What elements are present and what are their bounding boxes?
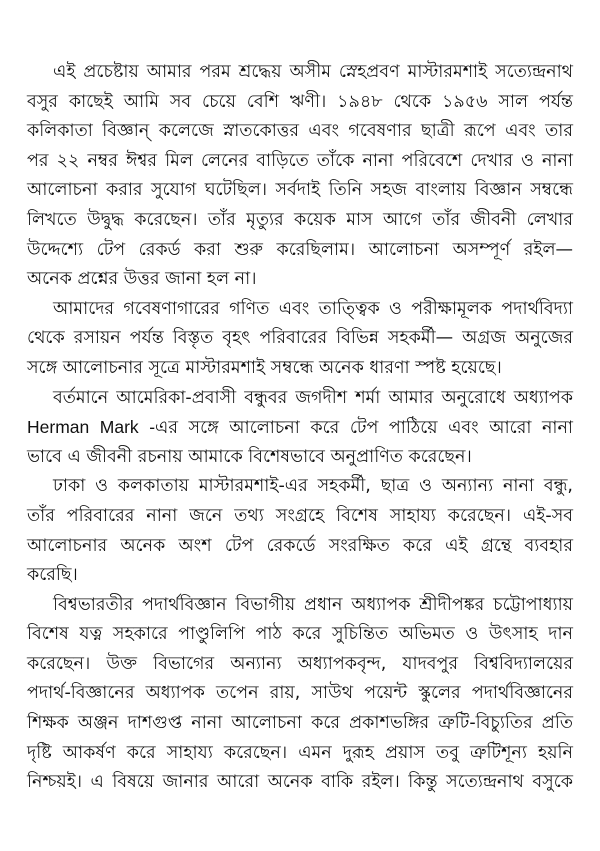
text-line: উদ্দেশ্যে টেপ রেকর্ড করা শুরু করেছিলাম। আলোচনা অসম্পূর্ণ রইল— — [27, 239, 573, 260]
text-line: আলোচনা করার সুযোগ ঘটেছিল। সর্বদাই তিনি সহজ বাংলায় বিজ্ঞান সম্বন্ধে — [27, 180, 573, 201]
text-line: করেছেন। উক্ত বিভাগের অন্যান্য অধ্যাপকবৃন্দ, যাদবপুর বিশ্ববিদ্যালয়ের — [27, 653, 573, 674]
text-line: করেছি। — [27, 565, 78, 586]
text-line: বিশেষ যত্ন সহকারে পাণ্ডুলিপি পাঠ করে সুচিন্তিত অভিমত ও উৎসাহ দান — [27, 624, 573, 645]
text-line: ভাবে এ জীবনী রচনায় আমাকে বিশেষভাবে অনুপ্রাণিত করেছেন। — [27, 446, 472, 467]
text-line: লিখতে উদ্বুদ্ধ করেছেন। তাঁর মৃত্যুর কয়েক মাস আগে তাঁর জীবনী লেখার — [27, 209, 573, 230]
text-line: সঙ্গে আলোচনার সূত্রে মাস্টারমশাই সম্বন্ধে অনেক ধারণা স্পষ্ট হয়েছে। — [27, 357, 502, 378]
text-line: বর্তমানে আমেরিকা-প্রবাসী বন্ধুবর জগদীশ শর্মা আমার অনুরোধে অধ্যাপক — [53, 387, 573, 408]
text-line: থেকে রসায়ন পর্যন্ত বিস্তৃত বৃহৎ পরিবারের বিভিন্ন সহকর্মী— অগ্রজ অনুজের — [27, 328, 573, 349]
text-line: Herman Mark -এর সঙ্গে আলোচনা করে টেপ পাঠিয়ে এবং আরো নানা — [27, 417, 573, 438]
text-line: দৃষ্টি আকর্ষণ করে সাহায্য করেছেন। এমন দুরূহ প্রয়াস তবু ত্রুটিশূন্য হয়নি — [27, 742, 573, 763]
text-line: ঢাকা ও কলকাতায় মাস্টারমশাই-এর সহকর্মী, ছাত্র ও অন্যান্য নানা বন্ধু, — [53, 476, 573, 497]
text-line: পর ২২ নম্বর ঈশ্বর মিল লেনের বাড়িতে তাঁকে নানা পরিবেশে দেখার ও নানা — [27, 150, 573, 171]
text-line: বিশ্বভারতীর পদার্থবিজ্ঞান বিভাগীয় প্রধান অধ্যাপক শ্রীদীপঙ্কর চট্টোপাধ্যায় — [53, 594, 573, 615]
text-line: অনেক প্রশ্নের উত্তর জানা হল না। — [27, 269, 257, 290]
text-line: পদার্থ-বিজ্ঞানের অধ্যাপক তপেন রায়, সাউথ পয়েন্ট স্কুলের পদার্থবিজ্ঞানের — [27, 683, 573, 704]
text-line: তাঁর পরিবারের নানা জনে তথ্য সংগ্রহে বিশেষ সাহায্য করেছেন। এই-সব — [27, 505, 573, 526]
paragraph — [27, 58, 573, 295]
text-line: নিশ্চয়ই। এ বিষয়ে জানার আরো অনেক বাকি রইল। কিন্তু সত্যেন্দ্রনাথ বসুকে — [27, 772, 573, 793]
document-page — [27, 58, 573, 798]
paragraph — [27, 591, 573, 798]
text-line: বসুর কাছেই আমি সব চেয়ে বেশি ঋণী। ১৯৪৮ থেকে ১৯৫৬ সাল পর্যন্ত — [27, 91, 573, 112]
text-line: কলিকাতা বিজ্ঞান্ কলেজে স্নাতকোত্তর এবং গবেষণার ছাত্রী রূপে এবং তার — [27, 121, 573, 142]
paragraph — [27, 384, 573, 473]
text-line: শিক্ষক অঞ্জন দাশগুপ্ত নানা আলোচনা করে প্রকাশভঙ্গির ত্রুটি-বিচ্যুতির প্রতি — [27, 713, 573, 734]
paragraph — [27, 295, 573, 384]
text-line: আমাদের গবেষণাগারের গণিত এবং তাত্ত্বিক ও পরীক্ষামূলক পদার্থবিদ্যা — [53, 298, 573, 319]
text-line: এই প্রচেষ্টায় আমার পরম শ্রদ্ধেয় অসীম স্নেহপ্রবণ মাস্টারমশাই সত্যেন্দ্রনাথ — [53, 62, 573, 82]
text-line: আলোচনার অনেক অংশ টেপ রেকর্ডে সংরক্ষিত করে এই গ্রন্থে ব্যবহার — [27, 535, 573, 556]
paragraph — [27, 472, 573, 590]
